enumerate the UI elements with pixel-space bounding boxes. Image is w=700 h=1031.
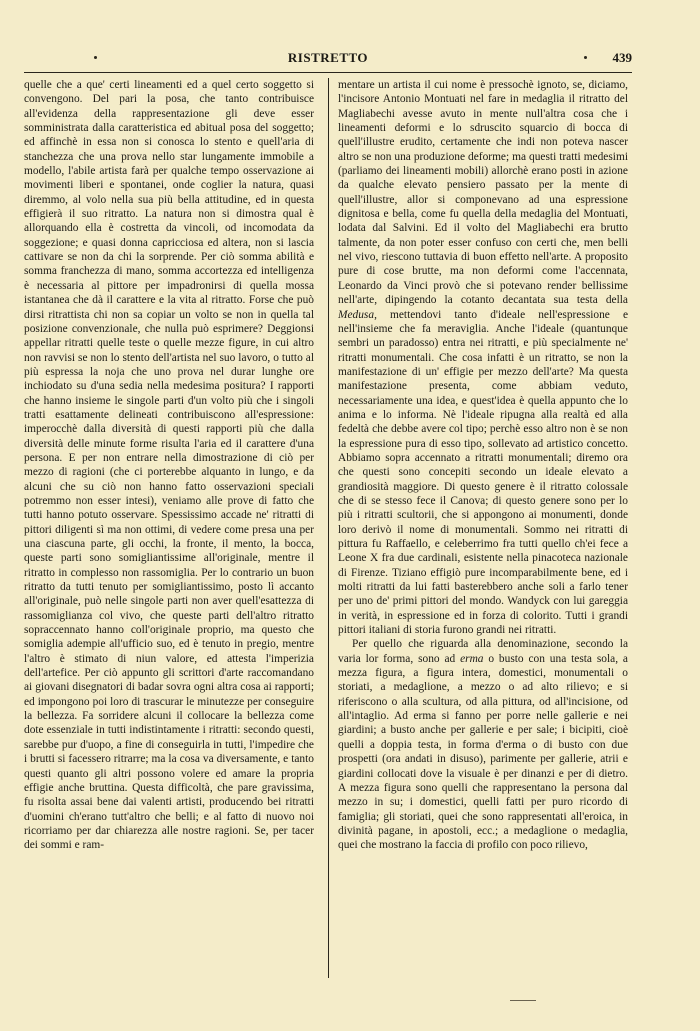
paragraph xyxy=(338,78,628,637)
header-rule xyxy=(24,72,632,73)
left-column xyxy=(24,78,314,978)
footer-mark xyxy=(510,1000,536,1001)
paragraph xyxy=(338,637,628,852)
text-run: o busto con una testa sola, a mezza figura, a figura intera, domestici, monumentali o storiati, a medaglione, a mezzo o ad alto rilievo; e si riferiscono o alla scultura, od alla pittura, od all'incisione, od all'intaglio. Ad erma si fanno per porre nelle gallerie e nei giardini; a busto anche per gallerie e per sale; i bicipiti, cioè quelli a doppia testa, in forma d'erma o di busto con due prospetti (ora andati in disuso), parimente per gallerie, atrii e giardini collocati dove la visuale è per dinanzi e per di dietro. A mezza figura sono quelli che rappresentano la persona dal mezzo in su; i domestici, quelli fatti per puro ricordo di famiglia; gli storiati, quei che sono rappresentati all'eroica, in divinità pagane, in apostoli, ecc.; a medaglione o medaglia, quei che mostrano la faccia di profilo con poco rilievo, xyxy=(338,652,628,852)
italic-term: erma xyxy=(460,652,484,665)
text-run: mentare un artista il cui nome è pressochè ignoto, se, diciamo, l'incisore Antonio Montuati nel fare in medaglia il ritratto del Magliabechi avesse avuto in mente null'altra cosa che i lineamenti deformi e lo sdruscito squarcio di bocca di quell'illustre erudito, certamente che indi non poteva nascer altro se non una produzione deforme; ma questi tratti medesimi (parliamo dei lineamenti mobili) allorchè erano posti in azione da qualche elevato pensiero passato per la mente di quell'illustre, allor si componevano ad una espressione dignitosa e bella, come fu quella della medaglia del Montuati, lodata dal Salvini. Ed il volto del Magliabechi era brutto talmente, da non poter esser confuso con certi che, men belli nel vivo, riescono tuttavia di buon effetto nell'arte. A proposito pure di cose brutte, ma non deformi come l'accennata, Leonardo da Vinci provò che si potevano render bellissime nell'arte, dipingendo la cotanto decantata sua testa della xyxy=(338,79,628,307)
header-dot xyxy=(584,56,587,59)
paragraph: quelle che a que' certi lineamenti ed a quel certo soggetto si convengono. Del pari la posa, che tanto contribuisce all'evidenza della rappresentazione gli deve esser somministrata dalla caratteristica ed abitual posa del soggetto; ed affinchè in essa non si conosca lo stento e quell'aria di stanchezza che una prova nello star lungamente immobile a modello, l'abile artista farà per qualche tempo osservazione ai movimenti liberi e spontanei, onde coglier la natura, quasi diremmo, al volo nella sua più bella attitudine, ed in questa effigierà il suo ritratto. La natura non si dimostra qual è allorquando ella è costretta da vincoli, od incomodata da soggezione; e quasi donna capricciosa ed altera, non si lascia cattivare se non da chi la sorprende. Per ciò somma abilità e somma franchezza di mano, somma accortezza ed intelligenza è necessaria al pittore per impadronirsi di quella mossa istantanea che dà il carattere e la vita al ritratto. Forse che può dirsi ritrattista chi non sa copiar un volto se non in quella tal posizione convenzionale, che nulla può esprimere? Deggionsi appellar ritratti quelle teste o quelle mezze figure, in cui altro non ravvisi se non lo stento dell'artista nel suo lavoro, o tutto al più espressa la noja che uno prova nel durar lunghe ore inchiodato su d'una sedia nella medesima positura? I rapporti che hanno insieme le singole parti d'un volto più che i singoli tratti esattamente delineati contribuiscono all'espressione: imperocchè dalla diversità di questi rapporti più che dalla diversità delle minute forme risulta l'aria ed il carattere d'una persona. E per non entrare nella dimostrazione di ciò per mezzo di ragioni (che ci porterebbe alquanto in lungo, e da alcuni che su ciò non hanno fatto osservazioni speciali potremmo non esser intesi), veniamo alle prove di fatto che tutti hanno potuto osservare. Spessissimo accade ne' ritratti di pittori diligenti sì ma non ottimi, di vedere come presa una per una ciascuna parte, gli occhi, la fronte, il mento, la bocca, queste parti sono somigliantissime all'originale, mentre il ritratto in complesso non rassomiglia. Per lo contrario un buon ritratto da tutti tenuto per somigliantissimo, posto lì accanto all'originale, può nelle singole parti non aver quell'esattezza di rassomiglianza col vivo, che queste parti dell'altro ritratto sopraccennato hanno coll'originale proprio, ma questo che somiglia adempie all'ufficio suo, ed è tenuto in pregio, mentre l'altro è stimato di niun valore, ed attesta l'imperizia dell'artefice. Per ciò appunto gli scrittori d'arte raccomandano ai giovani disegnatori di badar sovra ogni altra cosa ai rapporti; ed impongono poi loro di trascurar le minutezze per conseguire la bellezza. Fa sorridere alcuni il collocare la bellezza come dote essenziale in tutti indistintamente i ritratti: secondo questi, sarebbe pur d'uopo, a fine di conseguirla in tutti, l'impedire che i brutti si facessero ritrarre; ma la cosa va diversamente, e tanto questi quanto gli altri possono volere ed amare la propria effigie anche bruttina. Questa difficoltà, che pare gravissima, fu risolta assai bene dai valenti artisti, producendo bei ritratti d'uomini ch'erano tutt'altro che belli; e al fatto di nuovo noi ricorriamo per dar chiarezza alle nostre ragioni. Se, per tacer dei sommi e ram- xyxy=(24,79,314,852)
page-number: 439 xyxy=(612,50,632,65)
text-run: Per quello che riguarda alla denominazione, secondo la varia lor forma, sono ad xyxy=(338,638,628,665)
italic-term: Medusa xyxy=(338,308,375,321)
running-header xyxy=(24,50,632,70)
running-title: RISTRETTO xyxy=(287,50,369,65)
right-column xyxy=(338,78,628,978)
column-divider xyxy=(328,78,329,978)
text-run: , mettendovi tanto d'ideale nell'espressione e nell'insieme che fa meraviglia. Anche l'ideale (quantunque sembri un paradosso) entra nei ritratti, e più specialmente ne' ritratti monumentali. Che cosa infatti è un ritratto, se non la manifestazione di un' effigie per mezzo dell'arte? Ma questa manifestazione presenta, come abbiam veduto, necessariamente una idea, e quest'idea è quella appunto che lo anima e lo informa. Nè l'ideale ripugna alla realtà ed alla fedeltà che debbe avere col tipo; perchè esso altro non è se non la espressione pura di esso tipo, sollevato ad artistico concetto. Abbiamo sopra accennato a ritratti monumentali; diremo ora che questi sono concepiti secondo un ideale elevato a grandiosità maggiore. Di questo genere è il ritratto colossale che di se stesso fece il Canova; di questo genere sono per lo più i ritratti scultorii, che si appongono ai monumenti, donde loro derivò il nome di monumentali. Sommo nei ritratti di pittura fu Raffaello, e celeberrimo fra tutti quello ch'ei fece a Leone X fra due cardinali, esistente nella pinacoteca nazionale di Firenze. Tiziano effigiò pure incomparabilmente bene, ed i molti ritratti da lui fatti basterebbero anche soli a farlo tener per uno de' primi pittori del mondo. Wandyck con lui gareggia in verità, in espressione ed in forza di colorito. Tutti i grandi pittori italiani di storia furono grandi nei ritratti. xyxy=(338,308,628,637)
